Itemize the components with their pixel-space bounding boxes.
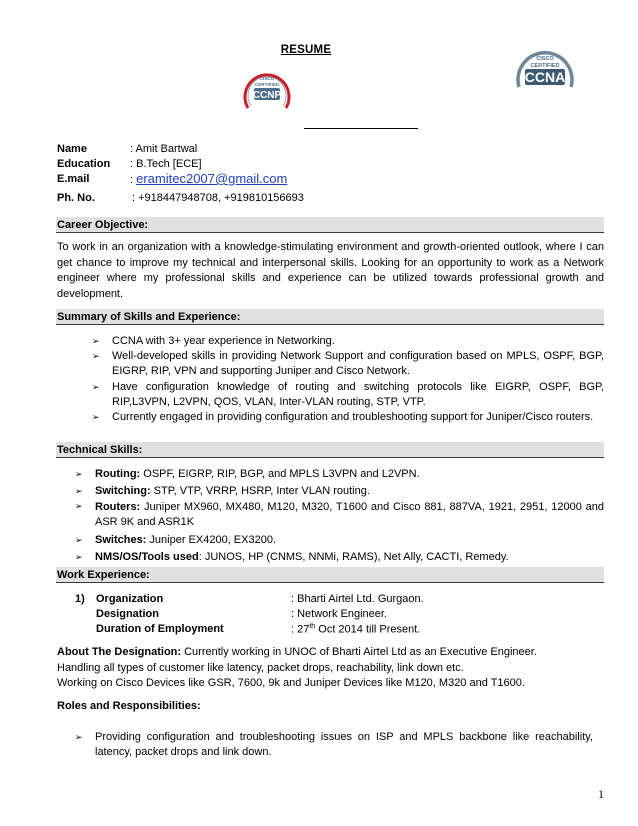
duration-value: : 27th Oct 2014 till Present. — [291, 623, 421, 636]
education-label: Education — [57, 158, 111, 170]
technical-skills-list — [75, 466, 604, 565]
ccnp-line1: CISCO — [259, 76, 275, 81]
designation-label: Designation — [96, 608, 159, 620]
work-experience-heading: Work Experience: — [56, 567, 604, 583]
duration-label: Duration of Employment — [96, 623, 224, 635]
summary-heading: Summary of Skills and Experience: — [56, 309, 604, 325]
about-label: About The Designation: — [57, 646, 182, 658]
summary-item: ➢ Have configuration knowledge of routing and switching protocols like EIGRP, OSPF, BGP, RIP,L3VPN, L2VPN, QOS, VLAN, Inter-VLAN routing, STP, VTP. — [92, 380, 604, 408]
education-value: : B.Tech [ECE] — [130, 158, 202, 170]
email-colon: : — [130, 174, 137, 186]
organization-value: : Bharti Airtel Ltd. Gurgaon. — [291, 593, 424, 605]
ccnp-line2: CERTIFIED — [254, 82, 280, 87]
ccna-name: CCNA — [524, 69, 566, 85]
technical-item: ➢ Switching: STP, VTP, VRRP, HSRP, Inter VLAN routing. — [75, 484, 370, 497]
summary-item: ➢ Well-developed skills in providing Network Support and configuration based on MPLS, OSPF, BGP, EIGRP, RIP, VPN and supporting Juniper and Cisco Network. — [92, 350, 604, 378]
ccna-logo — [513, 47, 577, 93]
technical-item: ➢ Routers: Juniper MX960, MX480, M120, M320, T1600 and Cisco 881, 887VA, 1921, 2951, 12000 and ASR 9K and ASR1K — [75, 501, 604, 528]
phone-label: Ph. No. — [57, 192, 95, 204]
summary-item: ➢ Currently engaged in providing configuration and troubleshooting support for Juniper/Cisco routers. — [92, 411, 594, 424]
email-label: E.mail — [57, 173, 90, 185]
page-number: 1 — [598, 787, 604, 801]
technical-item: ➢ Routing: OSPF, EIGRP, RIP, BGP, and MPLS L3VPN and L2VPN. — [75, 468, 420, 480]
roles-list — [75, 730, 593, 760]
about-line: Working on Cisco Devices like GSR, 7600, 9k and Juniper Devices like M120, M320 and T1600. — [57, 677, 525, 690]
ccna-line1: CISCO — [536, 56, 554, 62]
email-link[interactable]: eramitec2007@gmail.com — [136, 171, 288, 186]
summary-item: ➢ CCNA with 3+ year experience in Networking. — [92, 335, 335, 347]
name-label: Name — [57, 143, 87, 155]
name-value: : Amit Bartwal — [130, 143, 198, 155]
about-line: Handling all types of customer like latency, packet drops, reachability, link down etc. — [57, 661, 464, 674]
organization-label: Organization — [96, 593, 164, 605]
career-objective-heading: Career Objective: — [56, 217, 604, 233]
employment-number: 1) — [75, 593, 85, 605]
technical-item: ➢ Switches: Juniper EX4200, EX3200. — [75, 534, 277, 546]
roles-item: ➢ Providing configuration and troubleshooting issues on ISP and MPLS backbone like reachability, latency, packet drops and link down. — [75, 731, 593, 759]
roles-heading: Roles and Responsibilities: — [57, 700, 201, 712]
resume-title: RESUME — [280, 44, 332, 56]
ccna-line2: CERTIFIED — [530, 63, 560, 69]
ccnp-logo — [240, 68, 294, 118]
signature-line — [304, 128, 418, 129]
about-designation: About The Designation: Currently working in UNOC of Bharti Airtel Ltd as an Executive Engineer. Handling all types of customer like latency, packet drops, reachability, link down etc. Working on Cisco Devices like GSR, 7600, 9k and Juniper Devices like M120, M320 and T1600. — [57, 645, 537, 692]
technical-item: ➢ NMS/OS/Tools used: JUNOS, HP (CNMS, NNMi, RAMS), Net Ally, CACTI, Remedy. — [75, 550, 509, 563]
ccnp-name: CCNP — [252, 90, 282, 101]
phone-value: : +918447948708, +919810156693 — [132, 192, 304, 204]
technical-skills-heading: Technical Skills: — [56, 442, 604, 458]
designation-value: : Network Engineer. — [291, 608, 387, 620]
summary-list — [92, 334, 604, 425]
career-objective-text: To work in an organization with a knowledge-stimulating environment and growth-oriented outlook, where I can get chance to improve my technical and interpersonal skills. Looking for an opportunity to work as a Network engineer where my professional skills and experience can be utilized towards professional growth and development. — [57, 241, 604, 300]
